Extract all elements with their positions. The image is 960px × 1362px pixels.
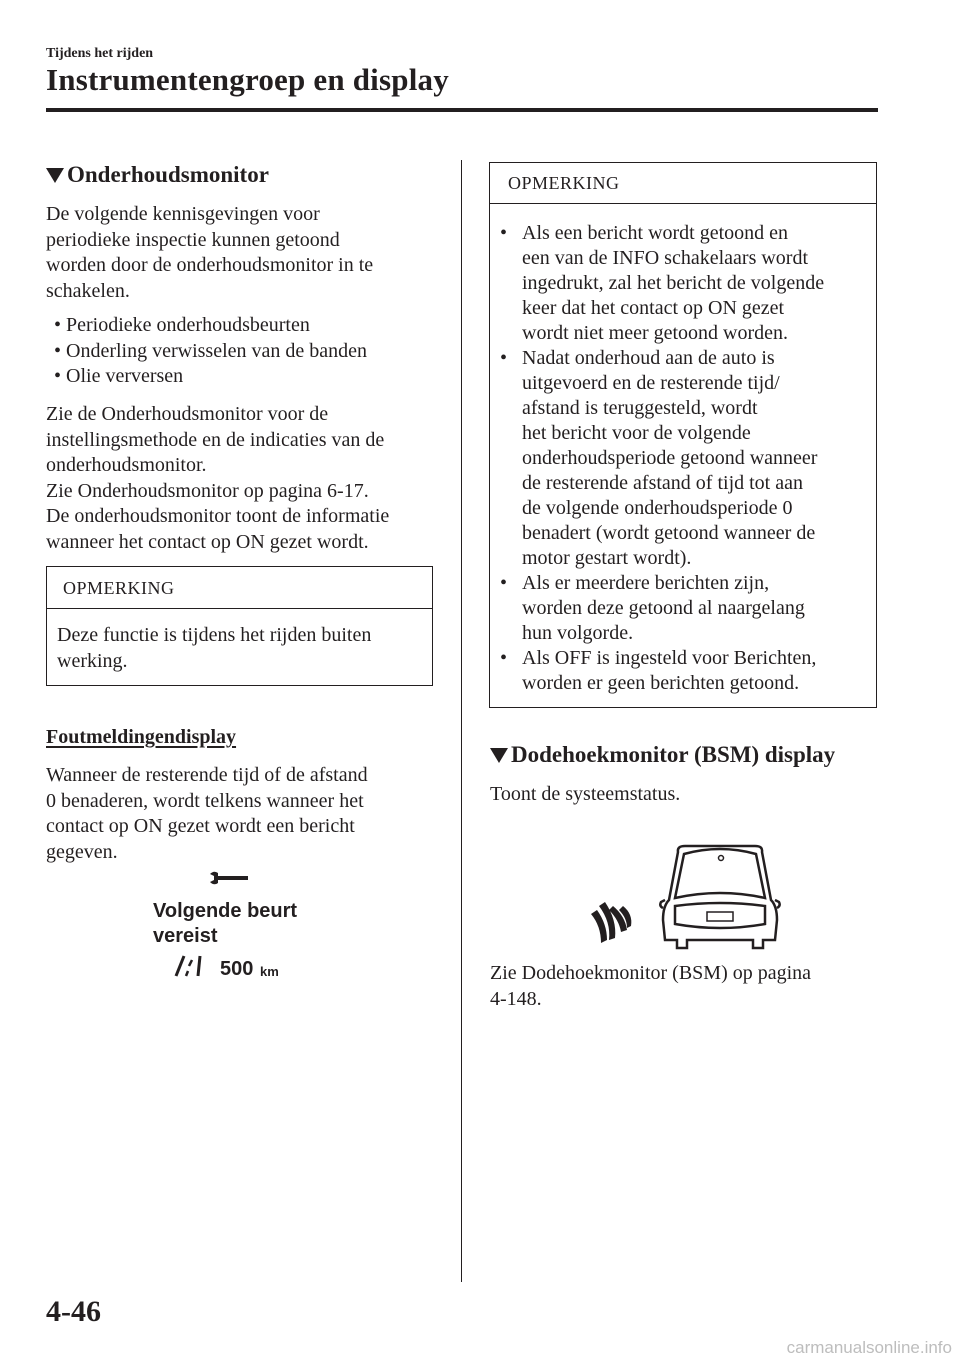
- bsm-warning-icon: [591, 902, 631, 943]
- note-box-right: [489, 162, 877, 708]
- column-divider: [461, 160, 462, 1282]
- text-line: gegeven.: [46, 840, 118, 863]
- note-list: [492, 221, 876, 696]
- text-line: Wanneer de resterende tijd of de afstand: [46, 764, 368, 786]
- display-message: Volgende beurt vereist: [153, 900, 298, 947]
- distance-value: 500: [220, 958, 254, 980]
- list-item: • Periodieke onderhoudsbeurten: [54, 314, 310, 336]
- page-title: Instrumentengroep en display: [46, 62, 449, 97]
- text-line: 0 benaderen, wordt telkens wanneer het: [46, 789, 364, 812]
- intro-paragraph: [46, 202, 446, 304]
- distance-unit: km: [260, 964, 279, 979]
- list-item: • Nadat onderhoud aan de auto is uitgevoerd en de resterende tijd/ afstand is teruggesteld, wordt het bericht voor de volgende onderhoudsperiode getoond wanneer de resterende afstand of tijd tot aan de volgende onderhoudsperiode 0 benadert (wordt getoond wanneer de motor gestart wordt).: [500, 347, 818, 569]
- heading-onderhoudsmonitor: [46, 162, 269, 188]
- text-line: Zie Dodehoekmonitor (BSM) op pagina: [490, 962, 812, 984]
- error-paragraph: [46, 763, 446, 865]
- text-line: onderhoudsmonitor.: [46, 454, 207, 476]
- note-text: Deze functie is tijdens het rijden buiten werking.: [57, 624, 372, 672]
- instruction-paragraph: [46, 402, 446, 555]
- text-line: Zie de Onderhoudsmonitor voor de: [46, 403, 329, 425]
- text-line: worden door de onderhoudsmonitor in te: [46, 254, 374, 276]
- bsm-car-illustration: [585, 840, 785, 955]
- note-heading: OPMERKING: [63, 578, 175, 598]
- bullet-list: [54, 313, 367, 390]
- section-label: Tijdens het rijden: [46, 46, 154, 61]
- text-line: wanneer het contact op ON gezet wordt.: [46, 530, 369, 553]
- wrench-icon: [208, 870, 250, 886]
- list-item: • Olie verversen: [54, 365, 184, 387]
- list-item: • Onderling verwisselen van de banden: [54, 339, 368, 362]
- car-rear-view: [660, 846, 779, 948]
- watermark: carmanualsonline.info: [786, 1338, 952, 1357]
- note-separator: [47, 608, 432, 609]
- heading-dodehoekmonitor: [490, 742, 835, 768]
- text-line: De onderhoudsmonitor toont de informatie: [46, 505, 390, 527]
- note-heading: OPMERKING: [508, 173, 620, 193]
- header-rule: [46, 108, 878, 112]
- note-box: [46, 566, 433, 686]
- page-number: 4-46: [46, 1295, 101, 1328]
- heading-text: Dodehoekmonitor (BSM) display: [511, 742, 836, 767]
- subheading-foutmeldingendisplay: Foutmeldingendisplay: [46, 726, 237, 748]
- text-line: periodieke inspectie kunnen getoond: [46, 228, 340, 251]
- maintenance-display: [150, 866, 330, 986]
- list-item: • Als er meerdere berichten zijn, worden deze getoond al naargelang hun volgorde.: [500, 572, 805, 644]
- text-line: De volgende kennisgevingen voor: [46, 203, 320, 225]
- road-icon: [172, 954, 208, 978]
- triangle-bullet-icon: [46, 168, 64, 183]
- text-line: schakelen.: [46, 279, 130, 302]
- text-line: 4-148.: [490, 987, 542, 1010]
- text-line: instellingsmethode en de indicaties van de: [46, 428, 385, 451]
- heading-text: Onderhoudsmonitor: [67, 162, 269, 187]
- reference-paragraph: [490, 961, 890, 1012]
- list-item: • Als een bericht wordt getoond en een van de INFO schakelaars wordt ingedrukt, zal het bericht de volgende keer dat het contact op ON gezet wordt niet meer getoond worden.: [500, 222, 825, 344]
- note-separator: [490, 203, 876, 204]
- triangle-bullet-icon: [490, 748, 508, 763]
- status-text: Toont de systeemstatus.: [490, 783, 681, 805]
- text-line: contact op ON gezet wordt een bericht: [46, 815, 355, 837]
- text-line: Zie Onderhoudsmonitor op pagina 6-17.: [46, 479, 369, 502]
- list-item: • Als OFF is ingesteld voor Berichten, worden er geen berichten getoond.: [500, 647, 817, 694]
